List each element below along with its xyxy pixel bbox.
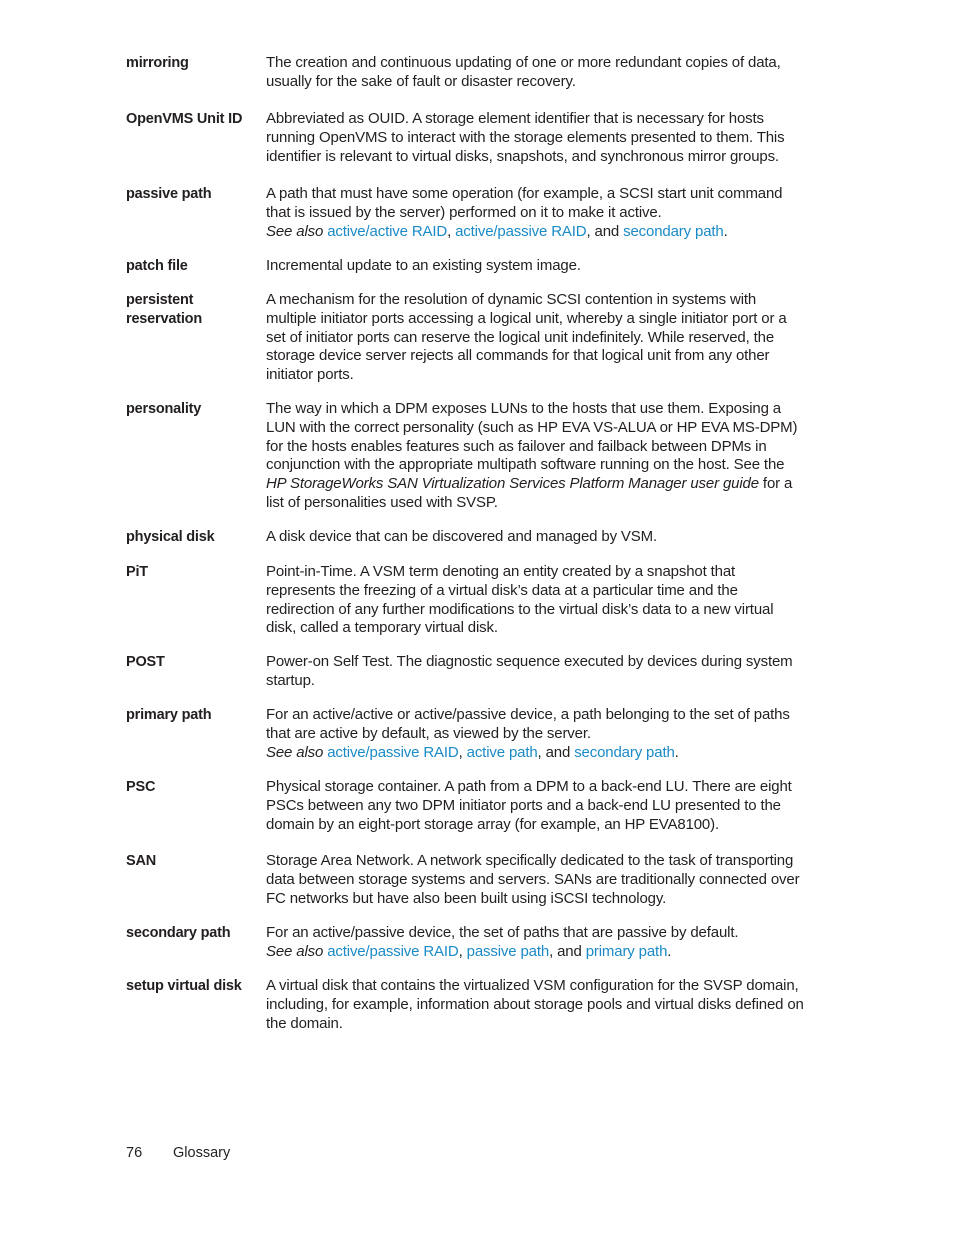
- glossary-definition: [266, 563, 806, 638]
- separator: .: [723, 222, 728, 240]
- glossary-definition: [266, 852, 806, 908]
- definition-text: Storage Area Network. A network specifically dedicated to the task of transporting data between storage systems and servers. SANs are traditionally connected over FC networks but have also been built using iSCSI technology.: [266, 852, 800, 907]
- see-also-label: See also: [266, 743, 324, 761]
- glossary-term: SAN: [126, 853, 157, 869]
- glossary-definition: [266, 400, 806, 513]
- glossary-term: primary path: [126, 707, 212, 723]
- document-title: HP StorageWorks SAN Virtualization Services Platform Manager user guide: [266, 475, 759, 493]
- glossary-definition: [266, 778, 806, 834]
- see-also-label: See also: [266, 222, 324, 240]
- link-passive-path[interactable]: passive path: [466, 942, 550, 960]
- link-active-passive-raid[interactable]: active/passive RAID: [327, 942, 459, 960]
- see-also-line: [266, 744, 806, 763]
- glossary-definition: [266, 706, 806, 762]
- definition-text: A mechanism for the resolution of dynamic SCSI contention in systems with multiple initiator ports accessing a logical unit, whereby a single initiator port or a set of initiator ports can reserve the logical unit indefinitely. While reserved, the storage device server rejects all commands for that logical unit from any other initiator ports.: [266, 291, 787, 384]
- definition-text: A path that must have some operation (for example, a SCSI start unit command that is issued by the server) performed on it to make it active.: [266, 185, 783, 221]
- glossary-definition: [266, 653, 806, 691]
- definition-text: A disk device that can be discovered and managed by VSM.: [266, 528, 658, 545]
- separator: , and: [549, 942, 586, 960]
- glossary-term: patch file: [126, 258, 188, 274]
- link-primary-path[interactable]: primary path: [585, 942, 668, 960]
- glossary-term: passive path: [126, 186, 212, 202]
- glossary-definition: [266, 54, 806, 92]
- glossary-definition: [266, 110, 806, 166]
- definition-text: [266, 400, 806, 513]
- definition-text-part: for a list of personalities used with SVSP.: [266, 475, 793, 511]
- separator: , and: [586, 222, 624, 240]
- definition-text: Incremental update to an existing system image.: [266, 257, 581, 274]
- separator: , and: [537, 743, 575, 761]
- definition-text: For an active/active or active/passive device, a path belonging to the set of paths that are active by default, as viewed by the server.: [266, 706, 790, 742]
- glossary-term: secondary path: [126, 925, 231, 941]
- page-number: 76: [126, 1145, 143, 1161]
- definition-text-part: The way in which a DPM exposes LUNs to the hosts that use them. Exposing a LUN with the correct personality (such as HP EVA VS-ALUA or HP EVA MS-DPM) for the hosts enables features such as failover and failback between DPMs in conjunction with the appropriate multipath software running on the host. See the: [266, 400, 798, 474]
- glossary-term: OpenVMS Unit ID: [126, 111, 243, 127]
- glossary-term: POST: [126, 654, 165, 670]
- link-active-active-raid[interactable]: active/active RAID: [327, 222, 448, 240]
- definition-text: The creation and continuous updating of one or more redundant copies of data, usually for the sake of fault or disaster recovery.: [266, 54, 781, 90]
- see-also-label: See also: [266, 942, 324, 960]
- glossary-definition: [266, 977, 806, 1033]
- glossary-definition: [266, 257, 806, 276]
- definition-text: For an active/passive device, the set of paths that are passive by default.: [266, 924, 739, 941]
- separator: .: [674, 743, 679, 761]
- definition-text: Point-in-Time. A VSM term denoting an entity created by a snapshot that represents the freezing of a virtual disk’s data at a particular time and the redirection of any further modifications to the virtual disk’s data to a new virtual disk, called a temporary virtual disk.: [266, 563, 774, 637]
- see-also-line: [266, 943, 806, 962]
- separator: .: [667, 942, 672, 960]
- see-also-line: [266, 223, 806, 242]
- definition-text: Power-on Self Test. The diagnostic sequence executed by devices during system startup.: [266, 653, 793, 689]
- definition-text: Abbreviated as OUID. A storage element identifier that is necessary for hosts running OpenVMS to interact with the storage elements presented to them. This identifier is relevant to virtual disks, snapshots, and synchronous mirror groups.: [266, 110, 785, 165]
- footer-section-title: Glossary: [173, 1145, 231, 1161]
- link-active-passive-raid[interactable]: active/passive RAID: [327, 743, 459, 761]
- definition-text: Physical storage container. A path from a DPM to a back-end LU. There are eight PSCs between any two DPM initiator ports and a back-end LU presented to the domain by an eight-port storage array (for example, an HP EVA8100).: [266, 778, 792, 833]
- glossary-definition: [266, 924, 806, 962]
- glossary-term: PiT: [126, 564, 148, 580]
- link-secondary-path[interactable]: secondary path: [623, 222, 724, 240]
- glossary-term: persistent reservation: [126, 292, 202, 327]
- glossary-definition: [266, 528, 806, 547]
- separator: ,: [458, 743, 467, 761]
- glossary-term: physical disk: [126, 529, 215, 545]
- definition-text: A virtual disk that contains the virtualized VSM configuration for the SVSP domain, including, for example, information about storage pools and virtual disks defined on the domain.: [266, 977, 804, 1032]
- glossary-term: PSC: [126, 779, 156, 795]
- glossary-definition: [266, 291, 806, 385]
- separator: ,: [458, 942, 467, 960]
- separator: ,: [447, 222, 456, 240]
- glossary-definition: [266, 185, 806, 241]
- link-active-path[interactable]: active path: [466, 743, 538, 761]
- link-secondary-path[interactable]: secondary path: [574, 743, 675, 761]
- glossary-term: personality: [126, 401, 202, 417]
- link-active-passive-raid[interactable]: active/passive RAID: [455, 222, 587, 240]
- glossary-term: setup virtual disk: [126, 978, 242, 994]
- glossary-term: mirroring: [126, 55, 189, 71]
